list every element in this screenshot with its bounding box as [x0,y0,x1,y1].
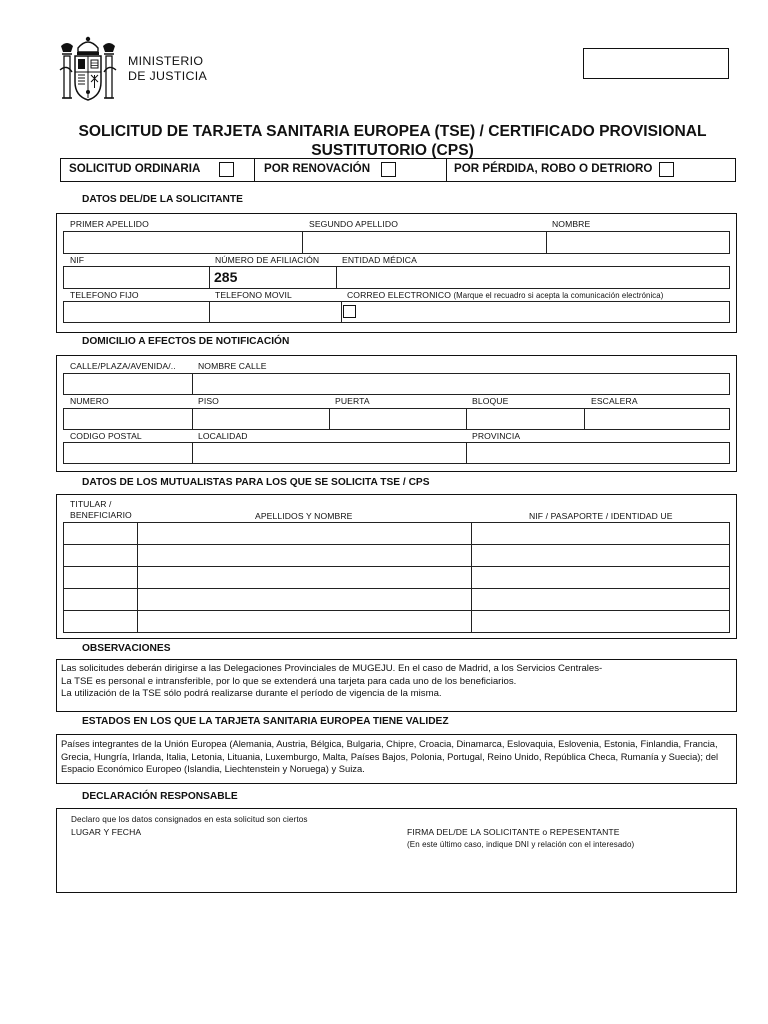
apellidos-cell[interactable] [138,523,472,545]
bloque-field[interactable] [466,408,585,430]
type-renovacion-label: POR RENOVACIÓN [264,162,371,175]
col-titular-line1: TITULAR / [70,499,112,509]
nif-label: NIF [70,255,85,265]
piso-label: PISO [198,396,219,406]
declaracion-section-title: DECLARACIÓN RESPONSABLE [82,791,238,802]
nif-cell[interactable] [472,567,730,589]
observaciones-line2: La TSE es personal e intransferible, por lo que se extenderá una tarjeta para cada uno de los beneficiarios. [61,675,517,687]
type-renovacion-checkbox[interactable] [381,162,396,177]
numero-afiliacion-label: NÚMERO DE AFILIACIÓN [215,255,320,265]
ministry-coat-of-arms [58,34,118,106]
address-section-title: DOMICILIO A EFECTOS DE NOTIFICACIÓN [82,336,290,347]
col-apellidos-header: APELLIDOS Y NOMBRE [255,511,353,521]
apellidos-cell[interactable] [138,611,472,633]
numero-afiliacion-value: 285 [214,269,238,285]
acepta-comunicacion-checkbox[interactable] [343,305,356,318]
observaciones-line1: Las solicitudes deberán dirigirse a las Delegaciones Provinciales de MUGEJU. En el caso de Madrid, a los Servicios Centrales- [61,663,603,674]
nif-cell[interactable] [472,545,730,567]
correo-label-text: CORREO ELECTRONICO [347,290,451,300]
type-ordinaria-label: SOLICITUD ORDINARIA [69,162,201,175]
estados-text [61,738,718,776]
apellidos-cell[interactable] [138,589,472,611]
applicant-section [56,213,737,333]
mutualists-section-title: DATOS DE LOS MUTUALISTAS PARA LOS QUE SE SOLICITA TSE / CPS [82,477,430,488]
nif-cell[interactable] [472,523,730,545]
apellidos-cell[interactable] [138,567,472,589]
type-perdida-label: POR PÉRDIDA, ROBO O DETRIORO [454,162,653,175]
table-row [64,523,730,545]
provincia-field[interactable] [466,442,730,464]
observaciones-section-title: OBSERVACIONES [82,643,171,654]
estados-line1: Países integrantes de la Unión Europea (Alemania, Austria, Bélgica, Bulgaria, Chipre, Croacia, Dinamarca, Eslovaquia, Eslovenia, Estonia, Finlandia, Francia, [61,738,718,749]
numero-afiliacion-field[interactable] [209,266,337,289]
col-nif-header: NIF / PASAPORTE / IDENTIDAD UE [529,511,673,521]
localidad-field[interactable] [192,442,467,464]
titular-cell[interactable] [64,611,138,633]
firma-label: FIRMA DEL/DE LA SOLICITANTE o REPESENTANTE [407,827,620,837]
codigo-postal-field[interactable] [63,442,193,464]
numero-field[interactable] [63,408,193,430]
title-line1: SOLICITUD DE TARJETA SANITARIA EUROPEA (TSE) / CERTIFICADO PROVISIONAL [78,123,707,140]
telefono-fijo-field[interactable] [63,301,210,323]
numero-label: NUMERO [70,396,109,406]
estados-box [56,734,737,784]
escalera-label: ESCALERA [591,396,638,406]
title-line2: SUSTITUTORIO (CPS) [311,142,474,159]
provincia-label: PROVINCIA [472,431,521,441]
codigo-postal-label: CODIGO POSTAL [70,431,142,441]
estados-line3: Espacio Económico Europeo (Islandia, Liechtenstein y Noruega) y Suiza. [61,763,365,775]
firma-note: (En este último caso, indique DNI y relación con el interesado) [407,840,635,849]
telefono-movil-label: TELEFONO MOVIL [215,290,292,300]
lugar-fecha-label: LUGAR Y FECHA [71,827,142,837]
nombre-calle-field[interactable] [192,373,730,395]
estados-section-title: ESTADOS EN LOS QUE LA TARJETA SANITARIA EUROPEA TIENE VALIDEZ [82,716,449,727]
nombre-field[interactable] [546,231,730,254]
page-title [40,122,745,160]
nombre-label: NOMBRE [552,219,591,229]
titular-cell[interactable] [64,589,138,611]
ministry-name [128,54,207,83]
table-row [64,545,730,567]
piso-field[interactable] [192,408,330,430]
correo-field[interactable] [341,301,730,323]
declaracion-box[interactable] [56,808,737,893]
localidad-label: LOCALIDAD [198,431,248,441]
observaciones-box [56,659,737,712]
request-type-row [60,158,736,182]
segundo-apellido-label: SEGUNDO APELLIDO [309,219,398,229]
address-section [56,355,737,472]
entidad-medica-label: ENTIDAD MÉDICA [342,255,417,265]
segundo-apellido-field[interactable] [302,231,547,254]
ministry-line2: DE JUSTICIA [128,68,208,83]
nif-cell[interactable] [472,589,730,611]
nif-field[interactable] [63,266,210,289]
estados-line2: Grecia, Hungría, Irlanda, Italia, Letonia, Lituania, Luxemburgo, Malta, Países Bajos, Polonia, Portugal, Reino Unido, República Checa, Rumanía y Suecia); del [61,750,719,762]
declaro-text: Declaro que los datos consignados en esta solicitud son ciertos [71,815,308,824]
col-titular-line2: BENEFICIARIO [70,510,132,520]
nombre-calle-label: NOMBRE CALLE [198,361,267,371]
telefono-movil-field[interactable] [209,301,342,323]
correo-label [347,290,663,300]
col-titular-header [70,499,132,521]
calle-tipo-label: CALLE/PLAZA/AVENIDA/.. [70,361,176,371]
type-perdida-checkbox[interactable] [659,162,674,177]
primer-apellido-label: PRIMER APELLIDO [70,219,149,229]
table-row [64,567,730,589]
ministry-line1: MINISTERIO [128,54,204,68]
observaciones-line3: La utilización de la TSE sólo podrá realizarse durante el período de vigencia de la misma. [61,688,442,700]
calle-tipo-field[interactable] [63,373,193,395]
observaciones-text [61,663,602,701]
applicant-section-title: DATOS DEL/DE LA SOLICITANTE [82,194,243,205]
table-row [64,589,730,611]
titular-cell[interactable] [64,567,138,589]
apellidos-cell[interactable] [138,545,472,567]
bloque-label: BLOQUE [472,396,509,406]
registry-stamp-box[interactable] [583,48,729,79]
puerta-label: PUERTA [335,396,370,406]
titular-cell[interactable] [64,523,138,545]
nif-cell[interactable] [472,611,730,633]
telefono-fijo-label: TELEFONO FIJO [70,290,139,300]
escalera-field[interactable] [584,408,730,430]
type-ordinaria-checkbox[interactable] [219,162,234,177]
mutualists-section [56,494,737,639]
titular-cell[interactable] [64,545,138,567]
primer-apellido-field[interactable] [63,231,303,254]
correo-note: (Marque el recuadro si acepta la comunicación electrónica) [453,291,664,300]
puerta-field[interactable] [329,408,467,430]
table-row [64,611,730,633]
entidad-medica-field[interactable] [336,266,730,289]
mutualists-table [63,522,730,633]
